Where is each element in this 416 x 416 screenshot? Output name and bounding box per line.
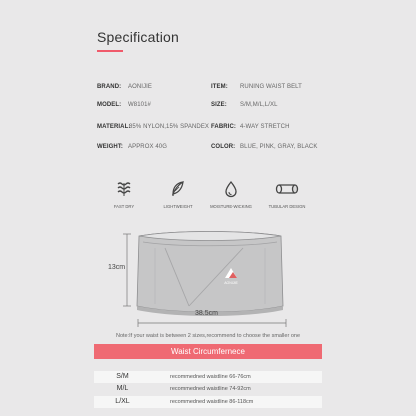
feature-label-tubular-design: TUBULAR DESIGN <box>268 204 306 209</box>
feature-label-fast-dry: FAST DRY <box>113 204 135 209</box>
spec-label-model: MODEL: <box>97 102 122 108</box>
size-row <box>94 396 322 408</box>
size-table-heading: Waist Circumfernece <box>94 344 322 359</box>
size-name: S/M <box>116 373 129 380</box>
spec-label-fabric: FABRIC: <box>211 124 237 130</box>
title-underline <box>97 50 123 52</box>
spec-value-item: RUNING WAIST BELT <box>240 84 302 90</box>
height-label: 13cm <box>108 264 126 271</box>
spec-value-size: S/M,M/L,L/XL <box>240 102 278 108</box>
feature-moisture-wicking <box>201 180 261 214</box>
feature-label-lightweight: LIGHTWEIGHT <box>163 204 193 209</box>
spec-row-weight <box>0 143 416 157</box>
water-drop-icon <box>222 180 240 198</box>
spec-value-color: BLUE, PINK, GRAY, BLACK <box>240 144 318 150</box>
width-label: 38.5cm <box>195 310 218 317</box>
size-name: L/XL <box>115 398 130 405</box>
height-dimension-line <box>120 232 134 312</box>
size-waistline: recommedned waistline 86-118cm <box>170 399 254 405</box>
size-name: M/L <box>116 385 129 392</box>
spec-label-weight: WEIGHT: <box>97 144 124 150</box>
tube-icon <box>274 180 300 198</box>
feature-tubular-design <box>257 180 317 214</box>
feather-icon <box>169 180 187 198</box>
size-waistline: recommedned waistline 66-76cm <box>170 374 251 380</box>
spec-value-brand: AONIJIE <box>128 84 153 90</box>
spec-value-material: 85% NYLON,15% SPANDEX <box>129 124 210 130</box>
width-dimension-line <box>136 318 288 328</box>
spec-value-fabric: 4-WAY STRETCH <box>240 124 290 130</box>
spec-value-weight: APPROX 40G <box>128 144 168 150</box>
size-row <box>94 371 322 383</box>
spec-label-material: MATERIAL: <box>97 124 131 130</box>
spec-label-size: SIZE: <box>211 102 227 108</box>
spec-row-model <box>0 101 416 115</box>
spec-row-material <box>0 123 416 137</box>
spec-value-model: W8101# <box>128 102 151 108</box>
waist-belt-image <box>125 228 295 323</box>
size-waistline: recommedned waistline 74-92cm <box>170 386 251 392</box>
spec-label-color: COLOR: <box>211 144 236 150</box>
spec-label-brand: BRAND: <box>97 84 122 90</box>
spec-label-item: ITEM: <box>211 84 228 90</box>
feature-fast-dry <box>94 180 154 214</box>
size-row <box>94 383 322 395</box>
feature-label-moisture-wicking: MOISTURE-WICKING <box>210 204 252 209</box>
wave-dry-icon <box>115 180 133 198</box>
svg-text:AONIJIE: AONIJIE <box>224 281 238 285</box>
feature-lightweight <box>148 180 208 214</box>
page-title: Specification <box>97 29 179 45</box>
spec-row-brand <box>0 83 416 97</box>
size-note: Note:If your waist is between 2 sizes,recommend to choose the smaller one <box>115 333 301 339</box>
